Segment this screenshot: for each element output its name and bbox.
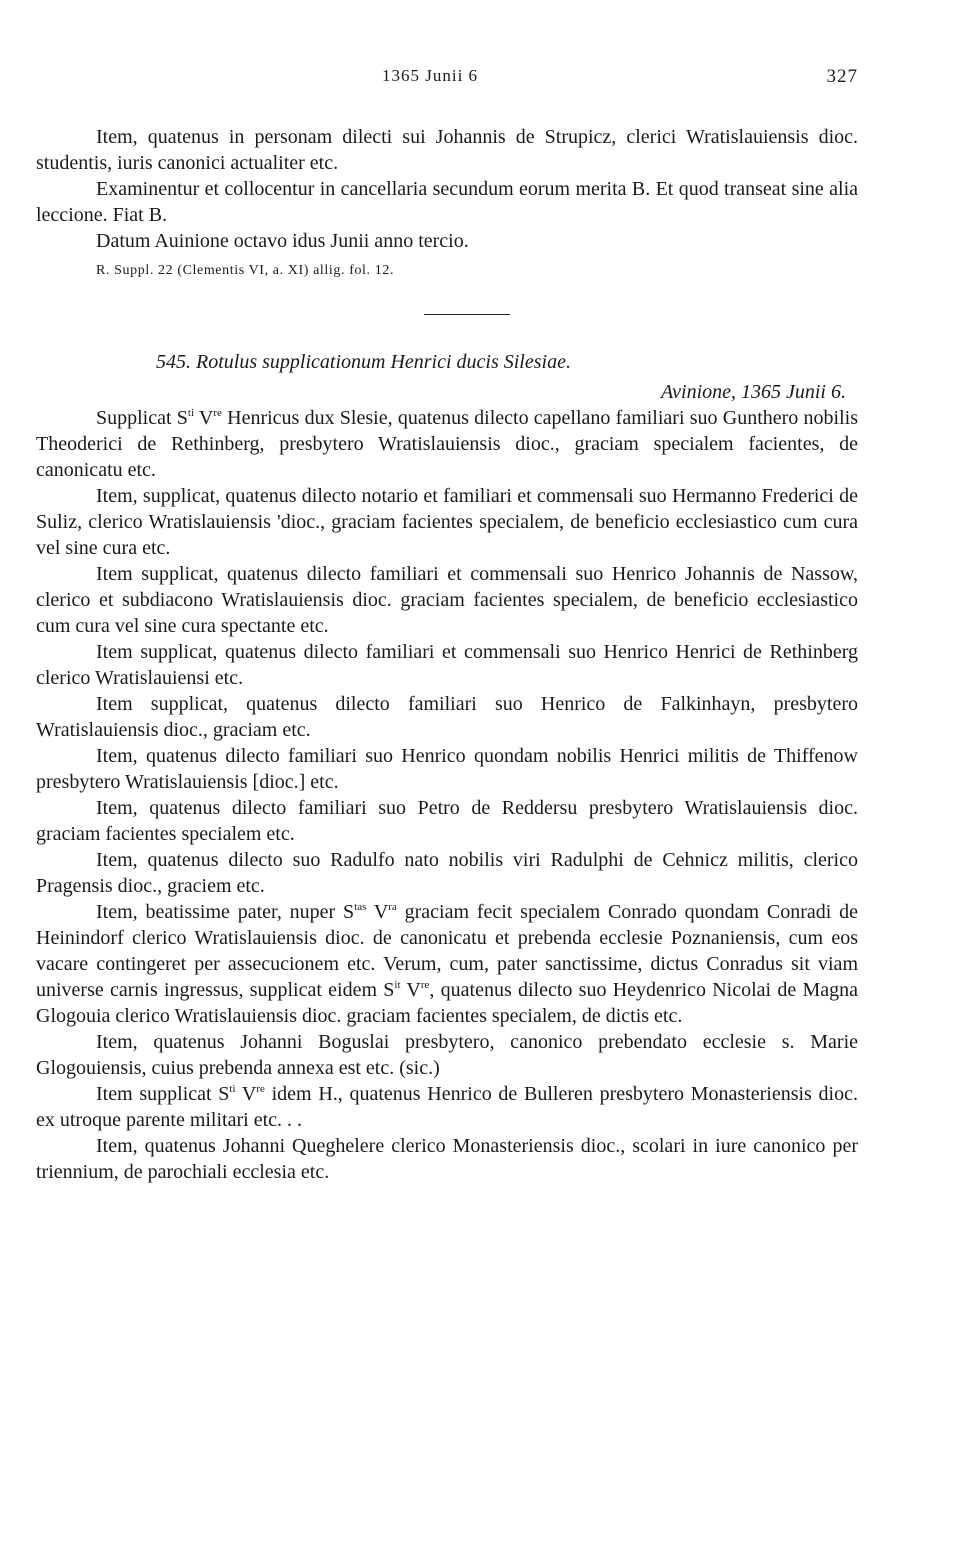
prev-entry-paragraph: Examinentur et collocentur in cancellaria secundum eorum merita B. Et quod transeat sine alia leccione. Fiat B. bbox=[36, 178, 858, 226]
supplication-paragraph: Item, quatenus Johanni Boguslai presbytero, canonico prebendato ecclesie s. Marie Glogouiensis, cuius prebenda annexa est etc. (sic.) bbox=[36, 1031, 858, 1079]
separator-rule bbox=[424, 314, 510, 315]
supplication-paragraph: Item, quatenus dilecto suo Radulfo nato nobilis viri Radulphi de Cehnicz militis, clerico Pragensis dioc., graciem etc. bbox=[36, 849, 858, 897]
supplication-paragraph: Item, quatenus dilecto familiari suo Henrico quondam nobilis Henrici militis de Thiffenow presbytero Wratislauiensis [dioc.] etc. bbox=[36, 745, 858, 793]
running-header bbox=[36, 66, 858, 90]
supplication-paragraph: Item, beatissime pater, nuper $S^{tas}$ $V^{ra}$ graciam fecit specialem Conrado quondam Conradi de Heinindorf clerico Wratislauiensis dioc. de canonicatu et prebenda ecclesie Poznaniensis, cum eos vacare contingeret per assecucionem etc. Verum, cum, pater sanctissime, dictus Conradus sit viam universe carnis ingressus, supplicat eidem $S^{it}$ Vre, quatenus dilecto suo Heydenrico Nicolai de Magna Glogouia clerico Wratislauiensis dioc. graciam facientes specialem, de dictis etc. bbox=[36, 901, 859, 1027]
entry-place-date: Avinione, 1365 Junii 6. bbox=[661, 381, 846, 403]
page-number: 327 bbox=[826, 66, 858, 87]
prev-entry-datum: Datum Auinione octavo idus Junii anno tercio. bbox=[96, 230, 469, 252]
supplication-paragraph: Item supplicat $S^{ti}$ Vre idem H., quatenus Henrico de Bulleren presbytero Monasteriensis dioc. ex utroque parente militari etc. . . bbox=[36, 1083, 858, 1131]
supplication-paragraph: Item, quatenus Johanni Queghelere clerico Monasteriensis dioc., scolari in iure canonico per triennium, de parochiali ecclesia etc. bbox=[36, 1135, 858, 1183]
supplication-paragraph: Item supplicat, quatenus dilecto familiari et commensali suo Henrico Johannis de Nassow, clerico et subdiacono Wratislauiensis dioc. graciam facientes specialem, de beneficio ecclesiastico cum cura vel sine cura spectante etc. bbox=[36, 563, 858, 637]
supplication-paragraph: Supplicat $S^{ti}$ Vre Henricus dux Slesie, quatenus dilecto capellano familiari suo Gunthero nobilis Theoderici de Rethinberg, presbytero Wratislauiensis dioc., graciam specialem facientes, de canonicatu etc. bbox=[36, 407, 858, 481]
supplication-paragraph: Item, quatenus dilecto familiari suo Petro de Reddersu presbytero Wratislauiensis dioc. graciam facientes specialem etc. bbox=[36, 797, 858, 845]
prev-entry-paragraph: Item, quatenus in personam dilecti sui Johannis de Strupicz, clerici Wratislauiensis dioc. studentis, iuris canonici actualiter etc. bbox=[36, 126, 858, 174]
supplication-paragraph: Item, supplicat, quatenus dilecto notario et familiari et commensali suo Hermanno Frederici de Suliz, clerico Wratislauiensis 'dioc., graciam facientes specialem, de beneficio ecclesiastico cum cura vel sine cura etc. bbox=[36, 485, 858, 559]
archival-reference: R. Suppl. 22 (Clementis VI, a. XI) allig. fol. 12. bbox=[96, 263, 395, 278]
entry-heading bbox=[36, 349, 858, 375]
supplication-paragraph: Item supplicat, quatenus dilecto familiari et commensali suo Henrico Henrici de Rethinberg clerico Wratislauiensi etc. bbox=[36, 641, 858, 689]
body-text bbox=[36, 124, 858, 1185]
entry-title: Rotulus supplicationum Henrici ducis Silesiae. bbox=[196, 351, 571, 373]
supplication-paragraph: Item supplicat, quatenus dilecto familiari suo Henrico de Falkinhayn, presbytero Wratislauiensis dioc., graciam etc. bbox=[36, 693, 858, 741]
entry-number: 545. bbox=[156, 351, 191, 373]
header-date: 1365 Junii 6 bbox=[382, 66, 479, 85]
